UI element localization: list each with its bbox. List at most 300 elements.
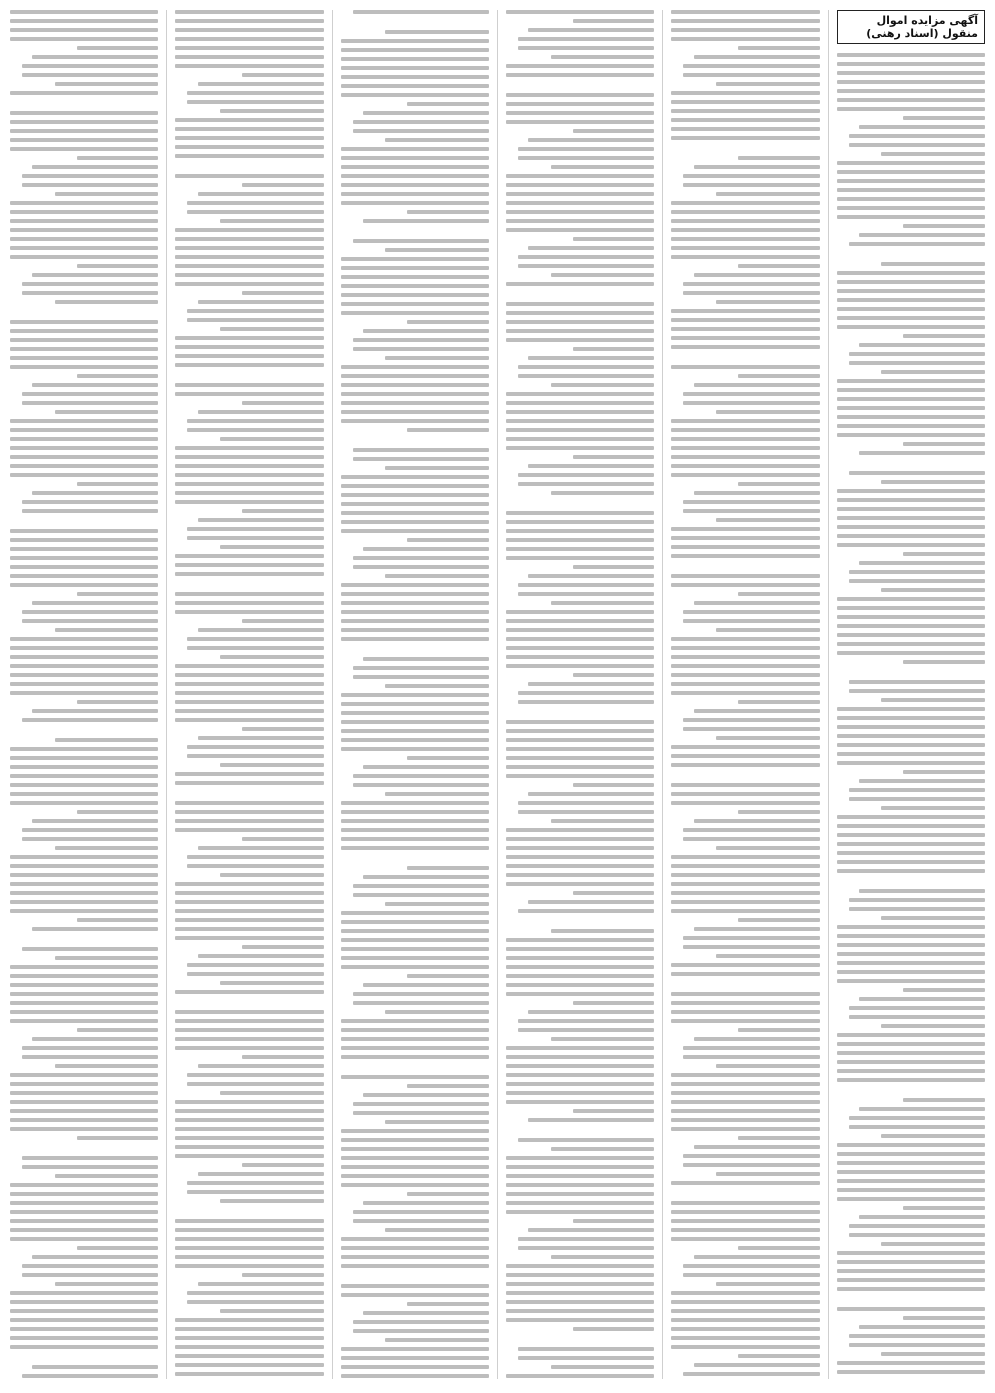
text-line	[837, 725, 985, 729]
text-line	[175, 900, 323, 904]
text-line	[903, 552, 985, 556]
text-line	[671, 1100, 819, 1104]
text-line	[242, 291, 324, 295]
text-line	[10, 1001, 158, 1005]
text-line	[175, 1100, 323, 1104]
text-line	[242, 73, 324, 77]
text-line	[187, 91, 323, 95]
text-line	[55, 300, 159, 304]
text-line	[341, 720, 489, 724]
text-line	[694, 1363, 820, 1367]
text-line	[716, 300, 820, 304]
text-line	[671, 246, 819, 250]
text-line	[353, 1001, 489, 1005]
text-line	[341, 738, 489, 742]
text-line	[22, 509, 158, 513]
text-line	[506, 311, 654, 315]
text-line	[55, 410, 159, 414]
text-line	[506, 1336, 654, 1342]
text-line	[198, 82, 324, 86]
text-line	[341, 1147, 489, 1151]
text-line	[10, 936, 158, 942]
text-line	[175, 1208, 323, 1214]
text-line	[506, 338, 654, 342]
text-line	[671, 365, 819, 369]
text-line	[10, 682, 158, 686]
text-line	[671, 28, 819, 32]
text-line	[22, 64, 158, 68]
text-line	[175, 664, 323, 668]
text-line	[10, 446, 158, 450]
text-line	[22, 500, 158, 504]
text-line	[55, 82, 159, 86]
text-line	[671, 655, 819, 659]
text-line	[10, 1118, 158, 1122]
text-line	[407, 538, 489, 542]
text-line	[10, 320, 158, 324]
text-line	[506, 619, 654, 623]
text-line	[506, 774, 654, 778]
text-line	[837, 615, 985, 619]
text-line	[881, 1352, 985, 1356]
text-line	[242, 1055, 324, 1059]
text-line	[683, 718, 819, 722]
text-line	[506, 1082, 654, 1086]
text-line	[837, 1161, 985, 1165]
text-line	[341, 1237, 489, 1241]
text-line	[10, 547, 158, 551]
text-line	[10, 437, 158, 441]
column-5	[175, 10, 332, 1379]
text-line	[10, 691, 158, 695]
text-line	[353, 565, 489, 569]
text-line	[506, 1300, 654, 1304]
text-line	[506, 302, 654, 306]
text-line	[77, 592, 159, 596]
text-line	[385, 792, 489, 796]
text-line	[353, 774, 489, 778]
text-line	[837, 606, 985, 610]
text-line	[506, 547, 654, 551]
text-line	[175, 819, 323, 823]
text-line	[175, 610, 323, 614]
text-line	[506, 401, 654, 405]
text-line	[837, 498, 985, 502]
text-line	[671, 1345, 819, 1349]
text-line	[175, 372, 323, 378]
text-line	[506, 1309, 654, 1313]
text-line	[518, 1237, 654, 1241]
text-line	[573, 1001, 655, 1005]
text-line	[671, 963, 819, 967]
text-line	[198, 1172, 324, 1176]
text-line	[506, 538, 654, 542]
text-line	[407, 320, 489, 324]
text-line	[683, 828, 819, 832]
text-line	[671, 873, 819, 877]
text-line	[518, 691, 654, 695]
text-line	[837, 71, 985, 75]
text-line	[341, 1374, 489, 1378]
text-line	[837, 1069, 985, 1073]
text-line	[175, 1219, 323, 1223]
text-line	[353, 893, 489, 897]
text-line	[175, 482, 323, 486]
text-line	[341, 374, 489, 378]
text-line	[859, 233, 985, 237]
text-line	[187, 536, 323, 540]
text-line	[242, 509, 324, 513]
text-line	[671, 136, 819, 140]
text-line	[341, 1156, 489, 1160]
text-line	[341, 637, 489, 641]
text-line	[22, 183, 158, 187]
text-line	[671, 1237, 819, 1241]
text-line	[506, 738, 654, 742]
text-line	[341, 392, 489, 396]
text-line	[738, 264, 820, 268]
text-line	[341, 1028, 489, 1032]
text-line	[341, 502, 489, 506]
text-line	[683, 392, 819, 396]
text-line	[353, 338, 489, 342]
text-line	[859, 343, 985, 347]
text-line	[573, 237, 655, 241]
text-line	[77, 918, 159, 922]
text-line	[187, 1190, 323, 1194]
text-line	[837, 215, 985, 219]
text-line	[671, 891, 819, 895]
text-line	[518, 473, 654, 477]
text-line	[738, 482, 820, 486]
text-line	[716, 1172, 820, 1176]
text-line	[22, 291, 158, 295]
text-line	[849, 361, 985, 365]
text-line	[32, 819, 158, 823]
text-line	[10, 992, 158, 996]
text-line	[573, 673, 655, 677]
text-line	[353, 1320, 489, 1324]
text-line	[175, 154, 323, 158]
text-line	[175, 1345, 323, 1349]
text-line	[683, 282, 819, 286]
text-line	[837, 1260, 985, 1264]
text-line	[506, 729, 654, 733]
text-line	[198, 1064, 324, 1068]
text-line	[341, 837, 489, 841]
text-line	[175, 801, 323, 805]
text-line	[10, 1291, 158, 1295]
text-line	[175, 682, 323, 686]
text-line	[837, 280, 985, 284]
text-line	[10, 246, 158, 250]
text-line	[10, 10, 158, 14]
text-line	[506, 1291, 654, 1295]
text-line	[341, 165, 489, 169]
text-line	[10, 237, 158, 241]
text-line	[837, 206, 985, 210]
text-line	[10, 1082, 158, 1086]
text-line	[671, 10, 819, 14]
text-line	[671, 1309, 819, 1313]
text-line	[518, 1356, 654, 1360]
text-line	[341, 1273, 489, 1279]
text-line	[671, 855, 819, 859]
text-line	[385, 1120, 489, 1124]
column-6	[10, 10, 167, 1379]
text-line	[341, 437, 489, 443]
text-line	[187, 637, 323, 641]
text-line	[738, 592, 820, 596]
text-line	[32, 601, 158, 605]
text-line	[738, 1354, 820, 1358]
text-line	[10, 646, 158, 650]
text-line	[506, 1183, 654, 1187]
text-line	[341, 1075, 489, 1079]
text-line	[849, 680, 985, 684]
text-line	[220, 437, 324, 441]
text-line	[242, 727, 324, 731]
text-line	[528, 138, 654, 142]
text-line	[10, 91, 158, 95]
text-line	[175, 118, 323, 122]
text-line	[506, 628, 654, 632]
text-line	[10, 1019, 158, 1023]
text-line	[187, 201, 323, 205]
column-text	[837, 53, 985, 1379]
text-line	[837, 1251, 985, 1255]
text-line	[716, 846, 820, 850]
text-line	[353, 666, 489, 670]
text-line	[837, 1060, 985, 1064]
text-line	[716, 518, 820, 522]
text-line	[175, 1372, 323, 1376]
text-line	[506, 747, 654, 751]
text-line	[506, 437, 654, 441]
text-line	[506, 965, 654, 969]
text-line	[551, 1147, 655, 1151]
text-line	[175, 1136, 323, 1140]
text-line	[175, 273, 323, 277]
text-line	[175, 1264, 323, 1268]
text-line	[671, 1082, 819, 1086]
text-line	[506, 1264, 654, 1268]
text-line	[175, 345, 323, 349]
text-line	[694, 709, 820, 713]
text-line	[551, 1255, 655, 1259]
text-line	[198, 518, 324, 522]
text-line	[837, 633, 985, 637]
text-line	[837, 1287, 985, 1291]
text-line	[506, 1318, 654, 1322]
text-line	[341, 1264, 489, 1268]
text-line	[837, 1179, 985, 1183]
text-line	[506, 183, 654, 187]
text-line	[837, 752, 985, 756]
text-line	[738, 46, 820, 50]
text-line	[738, 156, 820, 160]
text-line	[10, 201, 158, 205]
column-text	[175, 10, 323, 1379]
text-line	[683, 1264, 819, 1268]
text-line	[341, 1138, 489, 1142]
text-line	[683, 291, 819, 295]
text-line	[175, 709, 323, 713]
text-line	[881, 152, 985, 156]
text-line	[506, 637, 654, 641]
text-line	[175, 264, 323, 268]
text-line	[10, 1201, 158, 1205]
text-line	[671, 563, 819, 569]
text-line	[671, 1201, 819, 1205]
text-line	[341, 693, 489, 697]
text-line	[77, 1028, 159, 1032]
text-line	[837, 869, 985, 873]
text-line	[683, 509, 819, 513]
text-line	[10, 356, 158, 360]
text-line	[859, 451, 985, 455]
text-line	[175, 673, 323, 677]
text-line	[341, 1055, 489, 1059]
text-line	[506, 610, 654, 614]
text-line	[341, 920, 489, 924]
text-line	[881, 1242, 985, 1246]
text-line	[22, 1055, 158, 1059]
text-line	[551, 273, 655, 277]
text-line	[175, 828, 323, 832]
text-line	[573, 783, 655, 787]
text-line	[671, 1091, 819, 1095]
text-line	[341, 228, 489, 234]
text-line	[175, 790, 323, 796]
text-line	[77, 810, 159, 814]
text-line	[671, 345, 819, 349]
text-line	[671, 792, 819, 796]
text-line	[175, 1127, 323, 1131]
text-line	[506, 392, 654, 396]
text-line	[506, 1192, 654, 1196]
text-line	[10, 138, 158, 142]
text-line	[671, 1019, 819, 1023]
text-line	[175, 909, 323, 913]
text-line	[694, 491, 820, 495]
text-line	[837, 597, 985, 601]
text-line	[10, 655, 158, 659]
text-line	[10, 1100, 158, 1104]
text-line	[187, 754, 323, 758]
text-line	[506, 1064, 654, 1068]
text-line	[716, 192, 820, 196]
text-line	[506, 765, 654, 769]
text-line	[341, 711, 489, 715]
text-line	[506, 500, 654, 506]
text-line	[518, 482, 654, 486]
text-line	[671, 1118, 819, 1122]
text-line	[187, 309, 323, 313]
text-line	[175, 691, 323, 695]
text-line	[175, 554, 323, 558]
text-line	[187, 646, 323, 650]
text-line	[385, 356, 489, 360]
text-line	[849, 689, 985, 693]
text-line	[175, 228, 323, 232]
text-line	[407, 102, 489, 106]
text-line	[198, 300, 324, 304]
text-line	[671, 1190, 819, 1196]
text-line	[10, 1300, 158, 1304]
text-line	[175, 37, 323, 41]
text-line	[341, 1037, 489, 1041]
text-line	[694, 165, 820, 169]
text-line	[242, 1273, 324, 1277]
text-line	[506, 192, 654, 196]
text-line	[10, 873, 158, 877]
text-line	[55, 192, 159, 196]
text-line	[220, 109, 324, 113]
text-line	[881, 806, 985, 810]
text-line	[837, 197, 985, 201]
text-line	[341, 846, 489, 850]
text-line	[506, 1046, 654, 1050]
text-line	[341, 619, 489, 623]
text-line	[849, 579, 985, 583]
text-line	[341, 628, 489, 632]
text-line	[683, 619, 819, 623]
text-line	[671, 219, 819, 223]
text-line	[175, 990, 323, 994]
text-line	[694, 819, 820, 823]
text-line	[551, 491, 655, 495]
text-line	[506, 956, 654, 960]
text-line	[849, 1224, 985, 1228]
text-line	[671, 574, 819, 578]
text-line	[198, 954, 324, 958]
text-line	[353, 884, 489, 888]
text-line	[353, 457, 489, 461]
text-line	[353, 10, 489, 14]
text-line	[341, 93, 489, 97]
text-line	[837, 307, 985, 311]
text-line	[10, 1309, 158, 1313]
text-line	[341, 1347, 489, 1351]
text-line	[671, 1010, 819, 1014]
text-line	[716, 954, 820, 958]
text-line	[187, 745, 323, 749]
text-line	[671, 354, 819, 360]
text-line	[506, 1055, 654, 1059]
text-line	[506, 73, 654, 77]
text-line	[32, 927, 158, 931]
text-line	[671, 1228, 819, 1232]
text-line	[528, 28, 654, 32]
text-line	[341, 965, 489, 969]
text-line	[837, 98, 985, 102]
text-line	[10, 210, 158, 214]
text-line	[198, 1282, 324, 1286]
text-line	[10, 1318, 158, 1322]
text-line	[671, 1073, 819, 1077]
text-line	[671, 309, 819, 313]
text-line	[341, 284, 489, 288]
text-line	[10, 727, 158, 733]
text-line	[10, 538, 158, 542]
text-line	[353, 556, 489, 560]
text-line	[187, 1181, 323, 1185]
text-line	[10, 1109, 158, 1113]
text-line	[671, 327, 819, 331]
text-line	[671, 673, 819, 677]
text-line	[837, 289, 985, 293]
